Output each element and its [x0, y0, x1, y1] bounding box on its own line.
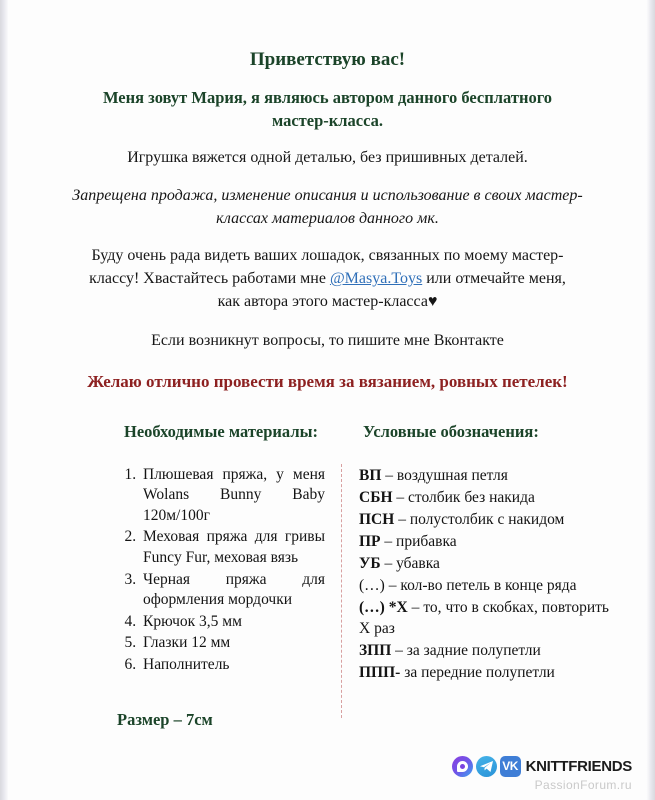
list-item	[359, 465, 609, 486]
share-text-before: Буду очень рада видеть ваших лошадок, связанных по моему мастер-классу! Хвастайтесь работами мне	[89, 247, 564, 288]
legend-definition: – столбик без накида	[392, 488, 535, 506]
questions-paragraph: Если возникнут вопросы, то пишите мне Вконтакте	[151, 331, 504, 349]
brand-name: KNITTFRIENDS	[525, 758, 632, 775]
vk-icon: VK	[500, 756, 521, 777]
list-item	[359, 531, 609, 552]
list-item: 5. Глазки 12 мм	[140, 633, 325, 654]
legend-definition: – то, что в скобках, повторить X раз	[359, 599, 609, 638]
legend-definition: – кол-во петель в конце ряда	[384, 576, 577, 594]
legend-abbr: УБ	[359, 554, 381, 572]
size-note: Размер – 7см	[117, 710, 213, 730]
share-text-after: или отмечайте меня, как автора этого мастер-класса	[217, 270, 566, 311]
list-item	[359, 487, 609, 508]
legend-definition: – за задние полупетли	[391, 642, 541, 660]
list-item: 6. Наполнитель	[140, 655, 325, 676]
list-item	[359, 575, 609, 596]
legend-abbr: ПСН	[359, 510, 395, 528]
list-item: 1. Плюшевая пряжа, у меня Wolans Bunny Baby 120м/100г	[140, 465, 325, 527]
list-item: 4. Крючок 3,5 мм	[140, 612, 325, 633]
list-item	[359, 662, 609, 683]
wish-heading: Желаю отлично провести время за вязанием, ровных петелек!	[87, 371, 568, 391]
materials-title: Необходимые материалы:	[124, 421, 318, 441]
page-edge-right	[646, 0, 655, 800]
legend-abbr: ППП-	[359, 664, 401, 682]
list-item: 2. Меховая пряжа для гривы Funcy Fur, меховая вязь	[140, 527, 325, 568]
materials-column	[117, 421, 339, 677]
share-paragraph	[80, 244, 575, 314]
column-divider	[341, 464, 342, 718]
list-item	[359, 597, 609, 639]
source-watermark: PassionForum.ru	[534, 778, 632, 792]
legend-list	[359, 465, 609, 684]
legend-abbr: СБН	[359, 488, 393, 506]
brand-row	[452, 756, 632, 777]
legend-abbr: (…)	[359, 576, 385, 594]
heart-icon: ♥	[427, 293, 438, 311]
list-item	[359, 640, 609, 661]
legend-abbr: ПР	[359, 532, 381, 550]
restriction-paragraph: Запрещена продажа, изменение описания и использование в своих мастер-классах материалов данного мк.	[72, 186, 583, 227]
footer-watermark	[452, 756, 632, 792]
two-column-section	[22, 421, 633, 685]
document-page	[9, 0, 646, 800]
page-edge-left	[0, 0, 9, 800]
legend-definition: – прибавка	[380, 532, 457, 550]
legend-abbr: ВП	[359, 466, 382, 484]
legend-definition: – полустолбик с накидом	[394, 510, 565, 528]
list-item: 3. Черная пряжа для оформления мордочки	[140, 570, 325, 611]
legend-abbr: ЗПП	[359, 642, 392, 660]
list-item	[359, 553, 609, 574]
legend-definition: за передние полупетли	[400, 664, 555, 682]
legend-definition: – воздушная петля	[381, 466, 508, 484]
list-item	[359, 509, 609, 530]
masya-toys-link[interactable]: @Masya.Toys	[329, 270, 423, 288]
document-content	[22, 47, 633, 730]
legend-definition: – убавка	[380, 554, 440, 572]
legend-title: Условные обозначения:	[363, 421, 539, 441]
greeting-heading: Приветствую вас!	[249, 49, 406, 70]
legend-column	[359, 421, 609, 685]
legend-abbr: (…) *X	[359, 599, 408, 616]
author-heading: Меня зовут Мария, я являюсь автором данного бесплатного мастер-класса.	[102, 87, 553, 131]
materials-list	[117, 465, 325, 676]
viber-icon	[452, 756, 473, 777]
telegram-icon	[476, 756, 497, 777]
toy-note-paragraph: Игрушка вяжется одной деталью, без пришивных деталей.	[127, 149, 528, 167]
